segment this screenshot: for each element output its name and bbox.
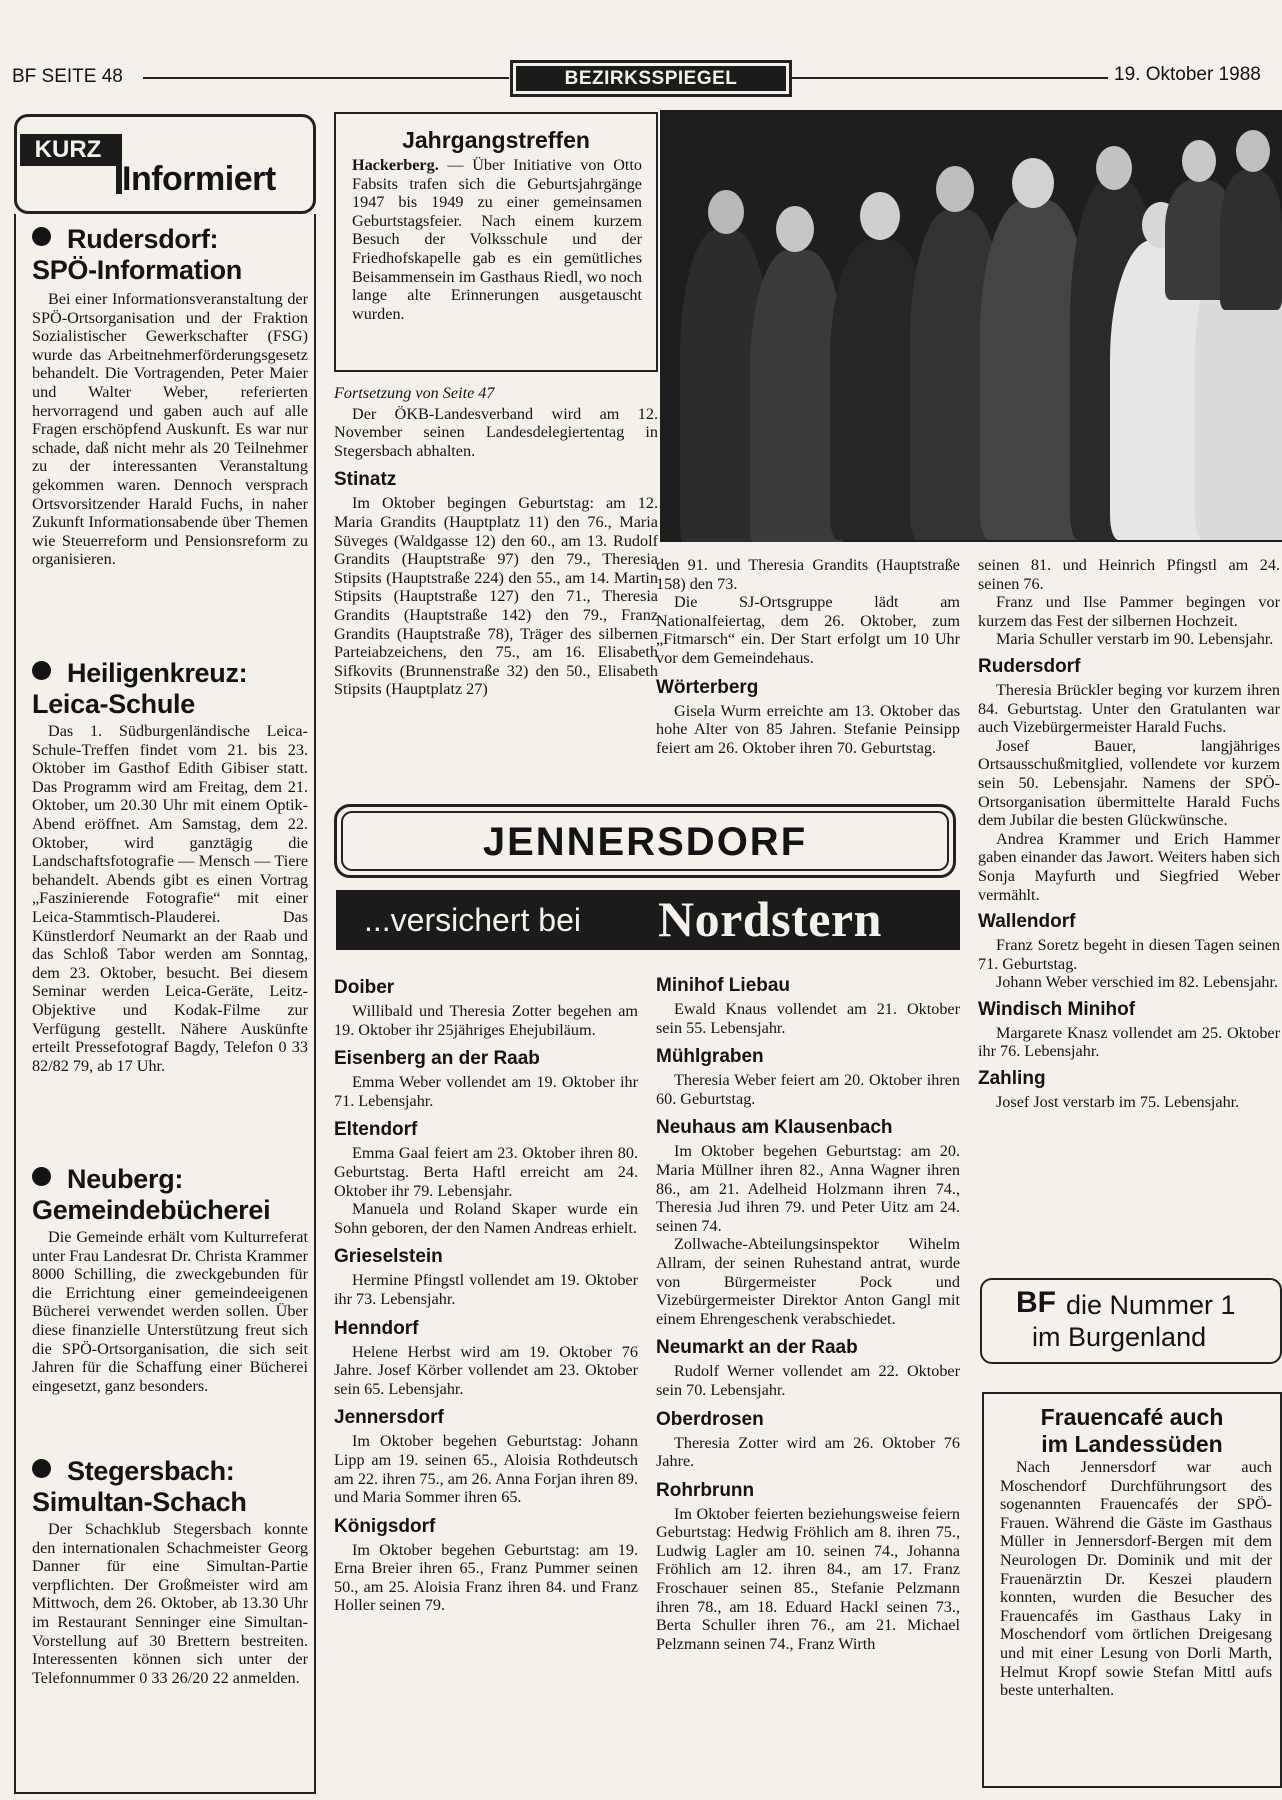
place-heading: Minihof Liebau xyxy=(656,975,791,996)
jennersdorf-column-1 xyxy=(334,976,638,1615)
place-heading: Eisenberg an der Raab xyxy=(334,1048,540,1070)
heading-line2: Gemeindebücherei xyxy=(32,1195,271,1225)
heading-line2: Leica-Schule xyxy=(32,689,195,719)
paragraph: Rudolf Werner vollendet am 22. Oktober sein 70. Lebensjahr. xyxy=(656,1362,960,1399)
bullet-icon xyxy=(32,1167,51,1186)
heading-line1: Heiligenkreuz: xyxy=(67,658,248,688)
heading-line1: Neuberg: xyxy=(67,1164,184,1194)
place-heading: Jennersdorf xyxy=(334,1407,444,1429)
section-title-box xyxy=(510,60,792,97)
place-heading: Oberdrosen xyxy=(656,1408,764,1430)
paragraph: Im Oktober feierten beziehungsweise feiern Geburtstag: Hedwig Fröhlich am 8. ihren 75., Ludwig Lagler am 10. seinen 74., Johanna Fröhlich am 12. ihren 84., am 17. Franz Froschauer seinen 85., Stefanie Pelzmann ihren 78., am 18. Eduard Hackl seinen 73., Berta Schuller ihren 76., am 21. Michael Pelzmann seinen 74., Franz Wirth xyxy=(656,1504,960,1653)
article-heading xyxy=(32,224,312,286)
heading-line2: Simultan-Schach xyxy=(32,1487,247,1517)
paragraph: Im Oktober begehen Geburtstag: am 20. Maria Müllner ihren 82., Anna Wagner ihren 86., am 21. Adelheid Holzmann ihren 74., Theresia Jud ihren 79. und Peter Uitz am 24. seinen 74. xyxy=(656,1142,960,1235)
heading-line2: SPÖ-Information xyxy=(32,255,242,285)
place-heading: Neuhaus am Klausenbach xyxy=(656,1117,893,1139)
heading-line1: Stegersbach: xyxy=(67,1456,235,1486)
issue-date: 19. Oktober 1988 xyxy=(1114,64,1261,85)
place-heading: Königsdorf xyxy=(334,1515,436,1537)
ad-brand: Nordstern xyxy=(658,891,882,947)
paragraph: Theresia Weber feiert am 20. Oktober ihren 60. Geburtstag. xyxy=(656,1071,960,1108)
place-heading: Rudersdorf xyxy=(978,655,1081,677)
place-heading: Neumarkt an der Raab xyxy=(656,1337,858,1359)
frauencafe-text: Nach Jennersdorf war auch Moschendorf Durchführungsort des sogenannten Frauencafés der SPÖ-Frauen. Während die Gäste im Gasthaus Müller in Jennersdorf-Bergen mit dem Neurologen Dr. Dominik und mit der Frauenärztin Dr. Keszei plaudern konnten, wurden die Besucher des Frauencafés im Gasthaus Laky in Moschendorf vom örtlichen Dreigesang und mit einer Lesung von Dorli Marth, Helmut Kropf sowie Stefan Mittl aufs beste unterhalten. xyxy=(1000,1458,1272,1700)
paragraph: Die SJ-Ortsgruppe lädt am Nationalfeiertag, dem 26. Oktober, zum „Fitmarsch“ ein. Der Start erfolgt um 10 Uhr vor dem Gemeindehaus. xyxy=(656,593,960,667)
paragraph: Willibald und Theresia Zotter begehen am 19. Oktober ihr 25jähriges Ehejubiläum. xyxy=(334,1002,638,1039)
header-rule-right xyxy=(792,77,1108,79)
fortsetzung-article xyxy=(334,384,658,699)
paragraph: Emma Gaal feiert am 23. Oktober ihren 80. Geburtstag. Berta Haftl erreicht am 24. Oktober ihr 79. Lebensjahr. xyxy=(334,1144,638,1200)
fortsetzung-label: Fortsetzung von Seite 47 xyxy=(334,384,495,402)
bullet-icon xyxy=(32,1459,51,1478)
place-heading: Henndorf xyxy=(334,1317,419,1339)
ad-tagline: ...versichert bei xyxy=(364,902,581,938)
place-heading: Rohrbrunn xyxy=(656,1479,755,1501)
kurz-word-text: Informiert xyxy=(122,160,276,198)
paragraph: Andrea Krammer und Erich Hammer gaben einander das Jawort. Weiters haben sich Sonja Mayfurth und Siegfried Weber vermählt. xyxy=(978,829,1280,904)
paragraph: Theresia Zotter wird am 26. Oktober 76 Jahre. xyxy=(656,1433,960,1471)
paragraph: Maria Schuller verstarb im 90. Lebensjahr. xyxy=(996,630,1274,649)
place-heading: Stinatz xyxy=(334,469,397,491)
page-number: BF SEITE 48 xyxy=(12,66,123,87)
fortsetzung-text: Der ÖKB-Landesverband wird am 12. November seinen Landesdelegiertentag in Stegersbach abhalten. xyxy=(334,404,658,460)
title-line2: im Landessüden xyxy=(1041,1431,1223,1457)
paragraph: Hermine Pfingstl vollendet am 19. Oktober ihr 73. Lebensjahr. xyxy=(334,1271,638,1308)
place-heading: Windisch Minihof xyxy=(978,998,1136,1020)
paragraph: Gisela Wurm erreichte am 13. Oktober das hohe Alter von 85 Jahren. Stefanie Peinsipp feiert am 26. Oktober ihren 70. Geburtstag. xyxy=(656,701,960,757)
paragraph: Ewald Knaus vollendet am 21. Oktober sein 55. Lebensjahr. xyxy=(656,1000,960,1037)
kurz-badge: KURZ xyxy=(20,134,116,166)
paragraph: Theresia Brückler beging vor kurzem ihren 84. Geburtstag. Unter den Gratulanten war auch Vizebürgermeister Harald Fuchs. xyxy=(978,680,1280,737)
place-heading: Eltendorf xyxy=(334,1119,418,1141)
bf-slogan-line1: die Nummer 1 xyxy=(1066,1290,1236,1320)
place-heading: Mühlgraben xyxy=(656,1046,764,1068)
paragraph: Josef Jost verstarb im 75. Lebensjahr. xyxy=(996,1093,1240,1112)
stinatz-text: Im Oktober begingen Geburtstag: am 12. Maria Grandits (Hauptplatz 11) den 76., Maria Süveges (Waldgasse 12) den 60., am 13. Rudolf Grandits (Hauptstraße 97) den 79., Theresia Stipsits (Hauptstraße 224) den 55., am 14. Martin Stipsits (Hauptstraße 127) den 71., Theresia Grandits (Hauptstraße 142) den 79., Franz Grandits (Hauptstraße 78), Träger des silbernen Parteiabzeichens, den 75., am 16. Elisabeth Sifkovits (Brunnenstraße 32) den 50., Elisabeth Stipsits (Hauptplatz 27) xyxy=(334,494,658,699)
place-heading: Grieselstein xyxy=(334,1246,443,1268)
paragraph: Manuela und Roland Skaper wurde ein Sohn geboren, der den Namen Andreas erhielt. xyxy=(334,1200,638,1237)
place-heading: Zahling xyxy=(978,1068,1046,1090)
right-upper-column xyxy=(978,556,1280,1112)
section-title: BEZIRKSSPIEGEL xyxy=(516,66,786,91)
article-heading xyxy=(32,1456,312,1518)
jahrgang-lead: Hackerberg. xyxy=(352,156,439,174)
bullet-icon xyxy=(32,661,51,680)
jennersdorf-title: JENNERSDORF xyxy=(341,811,949,871)
bf-slogan-line2: im Burgenland xyxy=(1032,1322,1207,1352)
article-text: Bei einer Informationsveranstaltung der SPÖ-Ortsorganisation und der Fraktion Sozialistischer Gewerkschafter (FSG) wurde das Arbeitnehmerförderungsgesetz behandelt. Die Vortragenden, Peter Maier und Walter Weber, referierten hervorragend und gaben auch auf alle Fragen erschöpfend Auskunft. Es war nur schade, daß nicht mehr als 20 Teilnehmer zu der interessanten Veranstaltung gekommen waren. Dennoch versprach Ortsvorsitzender Harald Fuchs, in naher Zukunft Informationsabende über Themen wie Steuerreform und Pensionsreform zu organisieren. xyxy=(32,290,308,569)
jahrgang-title: Jahrgangstreffen xyxy=(402,127,590,153)
jennersdorf-column-2 xyxy=(656,974,960,1653)
paragraph: den 91. und Theresia Grandits (Hauptstraße 158) den 73. xyxy=(656,556,960,593)
place-heading: Wörterberg xyxy=(656,676,759,698)
paragraph: Zollwache-Abteilungsinspektor Wihelm Allram, der seinen Ruhestand antrat, wurde von Bürgermeister Pock und Vizebürgermeister Direktor Anton Gangl mit einem Ehrengeschenk verabschiedet. xyxy=(656,1235,960,1328)
paragraph: Im Oktober begehen Geburtstag: am 19. Erna Breier ihren 65., Franz Pummer seinen 50., am 25. Aloisia Franz ihren 84. und Franz Holler seinen 79. xyxy=(334,1540,638,1615)
group-photo xyxy=(660,110,1282,542)
article-heading xyxy=(32,658,312,720)
article-text: Der Schachklub Stegersbach konnte den internationalen Schachmeister Georg Danner für eine Simultan-Partie verpflichten. Der Großmeister wird am Mittwoch, dem 26. Oktober, ab 13.30 Uhr im Restaurant Senninger eine Simultan-Vorstellung auf 30 Brettern bestreiten. Interessenten können sich unter der Telefonnummer 0 33 26/20 22 anmelden. xyxy=(32,1520,308,1687)
paragraph: Josef Bauer, langjähriges Ortsausschußmitglied, vollendete vor kurzem sein 50. Lebensjahr. Namens der SPÖ-Ortsorganisation übermittelte Harald Fuchs dem Jubilar die besten Glückwünsche. xyxy=(978,736,1280,830)
paragraph: seinen 81. und Heinrich Pfingstl am 24. seinen 76. xyxy=(978,556,1280,593)
paragraph: Margarete Knasz vollendet am 25. Oktober ihr 76. Lebensjahr. xyxy=(978,1023,1280,1061)
article-text: Das 1. Südburgenländische Leica-Schule-Treffen findet vom 21. bis 23. Oktober im Gasthof Edith Gibiser statt. Das Programm wird am Freitag, dem 21. Oktober, um 20.30 Uhr mit einem Optik-Abend eröffnet. Am Samstag, dem 22. Oktober, wird ganztägig die Landschaftsfotografie — Mensch — Tiere behandelt. Abends gibt es einen Vortrag „Faszinierende Fotografie“ mit einer Leica-Stammtisch-Plauderei. Das Künstlerdorf Neumarkt an der Raab und das Schloß Tabor werden am Sonntag, dem 23. Oktober, besucht. Bei diesem Seminar werden Leica-Geräte, Leitz-Objektive und Kodak-Filme zur Verfügung gestellt. Nähere Auskünfte erteilt Pressefotograf Bagdy, Telefon 0 33 82/82 79, ab 17 Uhr. xyxy=(32,722,308,1075)
article-text: Die Gemeinde erhält vom Kulturreferat unter Frau Landesrat Dr. Christa Krammer 8000 Schilling, die zweckgebunden für die Errichtung einer gemeindeeigenen Bücherei verwendet werden sollen. Über diese finanzielle Unterstützung freut sich die SPÖ-Ortsorganisation, die sich seit Jahren für die Schaffung einer Bücherei eingesetzt, ganz besonders. xyxy=(32,1228,309,1395)
paragraph: Im Oktober begehen Geburtstag: Johann Lipp am 19. seinen 65., Aloisia Rothdeutsch am 22. ihren 75., am 26. Anna Forjan ihren 89. und Maria Sommer ihren 65. xyxy=(334,1432,638,1507)
paragraph: Johann Weber verschied im 82. Lebensjahr. xyxy=(996,973,1279,992)
jennersdorf-banner xyxy=(334,804,956,878)
title-line1: Frauencafé auch xyxy=(1040,1404,1224,1430)
mid-right-upper-column xyxy=(656,556,960,757)
jahrgang-body: — Über Initiative von Otto Fabsits trafen sich die Geburtsjahrgänge 1947 bis 1949 zu einer gemeinsamen Geburtstagsfeier. Nach einem kurzem Besuch der Volksschule und der Friedhofskapelle gab es ein gemütliches Beisammensein im Gasthaus Riedl, wo noch lange alte Erinnerungen ausgetauscht wurden. xyxy=(352,156,642,323)
kurz-informiert-word xyxy=(116,160,276,199)
nordstern-ad xyxy=(336,890,960,950)
bf-logo: BF xyxy=(1016,1286,1056,1319)
heading-line1: Rudersdorf: xyxy=(67,224,219,254)
paragraph: Franz und Ilse Pammer begingen vor kurzem das Fest der silbernen Hochzeit. xyxy=(978,593,1280,630)
place-heading: Doiber xyxy=(334,977,395,998)
place-heading: Wallendorf xyxy=(978,911,1076,933)
paragraph: Emma Weber vollendet am 19. Oktober ihr 71. Lebensjahr. xyxy=(334,1073,638,1110)
header-rule-left xyxy=(143,77,509,79)
paragraph: Helene Herbst wird am 19. Oktober 76 Jahre. Josef Körber vollendet am 23. Oktober sein 65. Lebensjahr. xyxy=(334,1342,638,1398)
article-heading xyxy=(32,1164,312,1226)
frauencafe-title xyxy=(982,1404,1282,1458)
bullet-icon xyxy=(32,227,51,246)
paragraph: Franz Soretz begeht in diesen Tagen seinen 71. Geburtstag. xyxy=(978,936,1280,973)
jahrgang-text xyxy=(352,156,642,323)
